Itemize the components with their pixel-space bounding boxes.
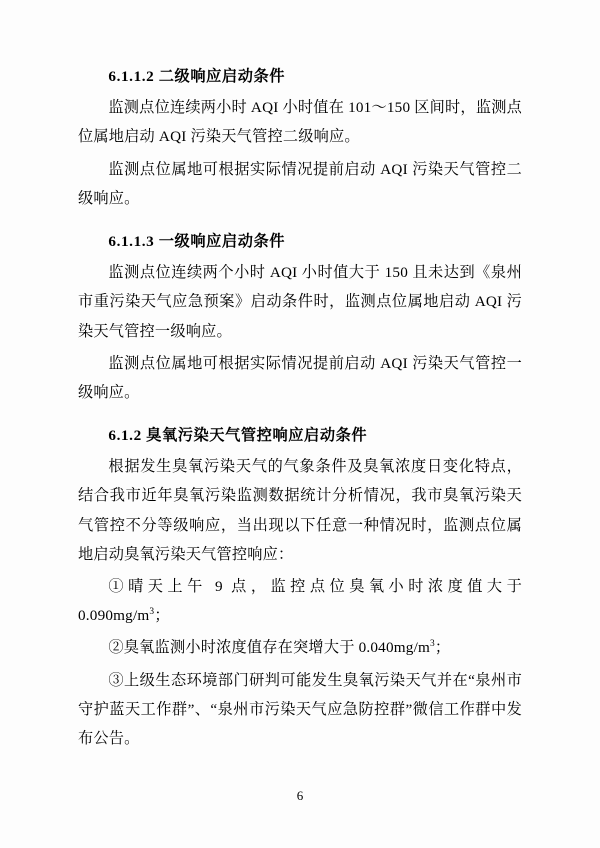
paragraph-ozone-condition-1 — [78, 572, 522, 630]
paragraph-level2-advance: 监测点位属地可根据实际情况提前启动 AQI 污染天气管控二级响应。 — [78, 160, 522, 207]
condition-1-tail: ； — [154, 607, 170, 625]
condition-1-superscript: 3 — [149, 607, 155, 618]
paragraph-level1-advance: 监测点位属地可根据实际情况提前启动 AQI 污染天气管控一级响应。 — [78, 354, 522, 401]
document-body — [78, 62, 522, 753]
heading-6-1-1-3: 6.1.1.3 一级响应启动条件 — [108, 232, 286, 250]
condition-2-tail: ； — [434, 639, 451, 657]
condition-2-text: ②臭氧监测小时浓度值存在突增大于 0.040mg/m — [108, 639, 430, 657]
condition-1-text: ①晴天上午 9 点，监控点位臭氧小时浓度值大于 0.090mg/m — [78, 578, 522, 625]
page-number: 6 — [296, 788, 304, 803]
heading-6-1-1-2: 6.1.1.2 二级响应启动条件 — [108, 68, 286, 85]
paragraph-ozone-condition-2 — [78, 633, 522, 662]
heading-6-1-2: 6.1.2 臭氧污染天气管控响应启动条件 — [108, 427, 368, 445]
paragraph-ozone-condition-3: ③上级生态环境部门研判可能发生臭氧污染天气并在“泉州市守护蓝天工作群”、“泉州市污染天气应急防控群”微信工作群中发布公告。 — [78, 671, 522, 747]
paragraph-level1-trigger: 监测点位连续两个小时 AQI 小时值大于 150 且未达到《泉州市重污染天气应急预案》启动条件时，监测点位属地启动 AQI 污染天气管控一级响应。 — [78, 264, 522, 340]
paragraph-level2-trigger: 监测点位连续两小时 AQI 小时值在 101～150 区间时，监测点位属地启动 AQI 污染天气管控二级响应。 — [78, 99, 522, 146]
condition-2-superscript: 3 — [430, 639, 435, 650]
paragraph-ozone-intro: 根据发生臭氧污染天气的气象条件及臭氧浓度日变化特点，结合我市近年臭氧污染监测数据统计分析情况，我市臭氧污染天气管控不分等级响应，当出现以下任意一种情况时，监测点位属地启动臭氧污染天气管控响应： — [78, 458, 522, 563]
